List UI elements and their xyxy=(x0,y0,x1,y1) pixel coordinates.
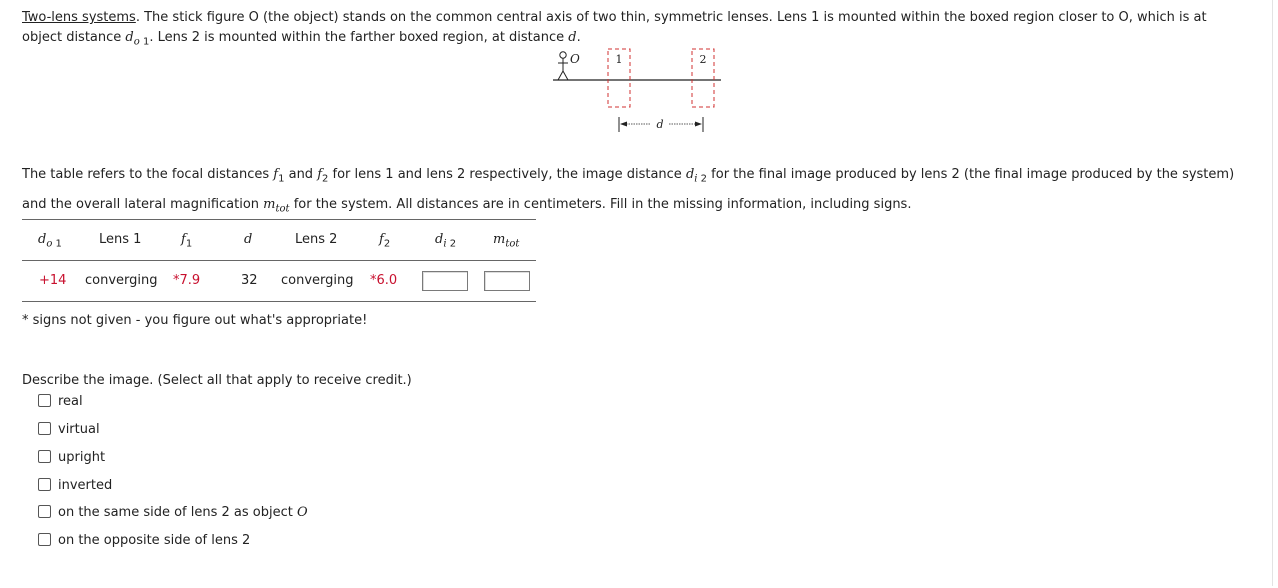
sub-o: o 1 xyxy=(133,36,150,48)
sub-tot: tot xyxy=(275,203,290,215)
option-label: on the same side of lens 2 as object xyxy=(58,505,297,520)
sub-2: 2 xyxy=(322,173,329,185)
stick-figure-icon xyxy=(558,52,568,80)
option-label: inverted xyxy=(58,478,113,493)
var-di2: d xyxy=(685,167,695,182)
para2-b: and xyxy=(284,167,318,182)
lens-2-label: 2 xyxy=(699,53,707,66)
period: . xyxy=(576,30,581,45)
header-mtot: $m_{tot}$ xyxy=(493,232,520,250)
option-real[interactable] xyxy=(38,394,83,410)
object-label: O xyxy=(570,52,580,66)
two-lens-diagram xyxy=(545,46,725,138)
option-inverted[interactable] xyxy=(38,478,112,494)
option-label: virtual xyxy=(58,422,100,437)
para2-f: for the system. All distances are in centimeters. Fill in the missing information, including signs. xyxy=(289,196,912,212)
table-header-row xyxy=(22,220,536,260)
header-do1: $d_{o 1}$ xyxy=(38,232,62,250)
object-symbol: O xyxy=(296,505,308,520)
header-lens1: Lens 1 xyxy=(99,232,142,247)
header-d: d xyxy=(244,232,253,247)
value-lens1: converging xyxy=(85,273,158,288)
var-d-2: d xyxy=(568,30,577,45)
value-f1: *7.9 xyxy=(173,273,201,288)
value-lens2: converging xyxy=(281,273,354,288)
sub-1: 1 xyxy=(278,173,285,185)
lens-table xyxy=(22,219,536,302)
table-row xyxy=(22,261,536,301)
checkbox[interactable] xyxy=(38,533,51,546)
option-virtual[interactable] xyxy=(38,422,100,438)
option-opposite-side[interactable] xyxy=(38,533,250,549)
table-bottom-rule xyxy=(22,301,536,302)
value-d: 32 xyxy=(241,273,258,288)
checkbox[interactable] xyxy=(38,394,51,407)
value-do1: +14 xyxy=(39,273,67,288)
sub-i2: i 2 xyxy=(694,173,708,185)
option-label: upright xyxy=(58,450,106,465)
problem-title-link[interactable]: Two-lens systems xyxy=(22,10,136,25)
var-mtot: m xyxy=(263,196,276,212)
mtot-input[interactable] xyxy=(484,271,530,291)
lens-1-label: 1 xyxy=(615,53,623,66)
option-upright[interactable] xyxy=(38,450,105,466)
question-prompt: Describe the image. (Select all that apply to receive credit.) xyxy=(22,373,412,388)
header-f1: $f_1$ xyxy=(181,232,193,250)
para2-e: and the overall lateral magnification xyxy=(22,196,264,212)
para2-d: for the final image produced by lens 2 (the final image produced by the system) xyxy=(707,167,1235,182)
para2-c: for lens 1 and lens 2 respectively, the image distance xyxy=(328,167,686,182)
var-f2: f xyxy=(317,167,323,182)
option-label: on the opposite side of lens 2 xyxy=(58,533,251,548)
intro-text-2b: . Lens 2 is mounted within the farther boxed region, at distance xyxy=(149,30,569,45)
checkbox[interactable] xyxy=(38,478,51,491)
var-f1: f xyxy=(273,167,279,182)
distance-label: d xyxy=(656,118,664,131)
checkbox[interactable] xyxy=(38,505,51,518)
checkbox[interactable] xyxy=(38,422,51,435)
intro-text: . The stick figure O (the object) stands on the common central axis of two thin, symmetric lenses. Lens 1 is mounted within the boxed region closer to O, which is at xyxy=(135,10,1207,25)
di2-input[interactable] xyxy=(422,271,468,291)
table-description xyxy=(22,162,1262,221)
option-same-side[interactable] xyxy=(38,505,308,521)
var-d: d xyxy=(125,30,134,45)
header-di2: $d_{i 2}$ xyxy=(435,232,457,250)
footnote: * signs not given - you figure out what's appropriate! xyxy=(22,313,368,328)
value-f2: *6.0 xyxy=(370,273,398,288)
header-f2: $f_2$ xyxy=(379,232,391,250)
option-label: real xyxy=(58,394,83,409)
para2-a: The table refers to the focal distances xyxy=(22,167,274,182)
intro-text-2a: object distance xyxy=(22,30,126,45)
checkbox[interactable] xyxy=(38,450,51,463)
header-lens2: Lens 2 xyxy=(295,232,338,247)
